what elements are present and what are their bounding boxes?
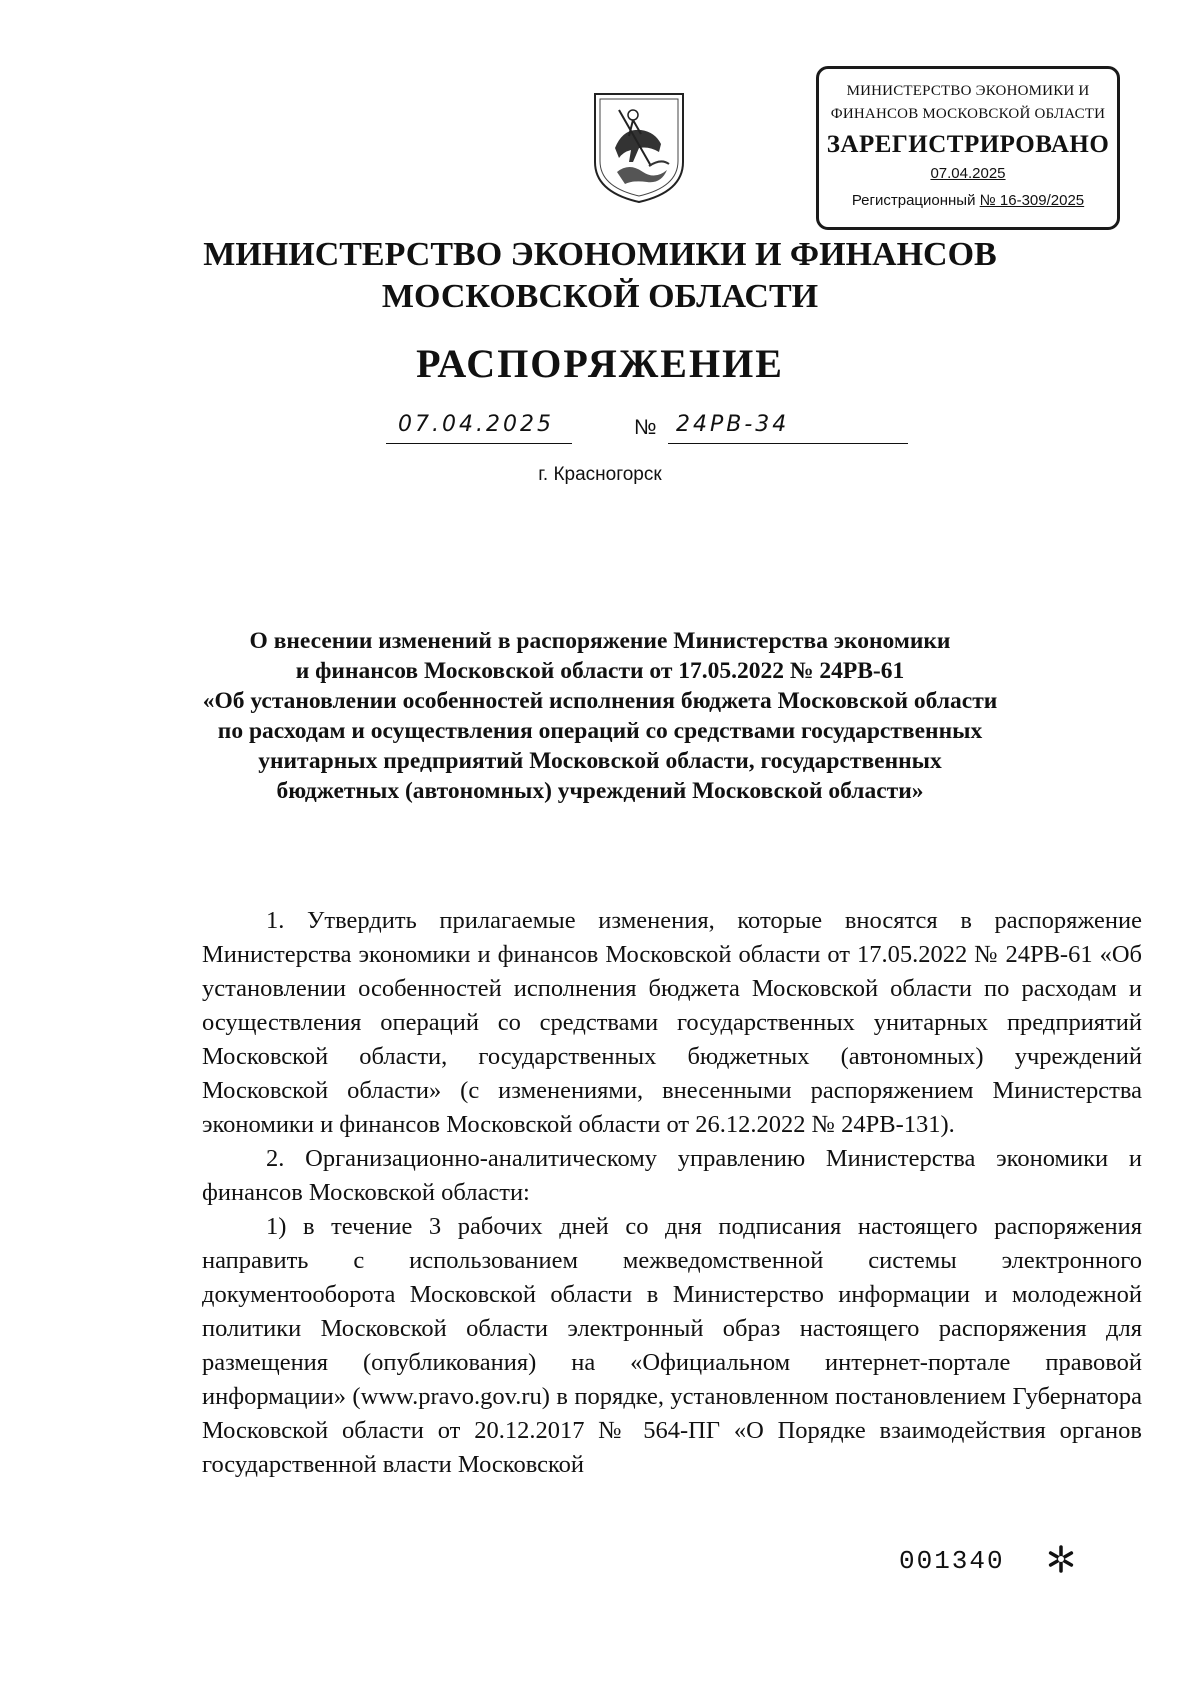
subject-line: и финансов Московской области от 17.05.2022 № 24РВ-61 [295, 658, 905, 684]
ministry-line1: МИНИСТЕРСТВО ЭКОНОМИКИ И ФИНАНСОВ [203, 236, 997, 273]
stamp-reg-value: № 16-309/2025 [979, 192, 1085, 209]
coat-of-arms-emblem [589, 88, 689, 206]
stamp-registration-number [819, 192, 1117, 209]
paragraph-2: 2. Организационно-аналитическому управлению Министерства экономики и финансов Московской области: [202, 1145, 1142, 1206]
subject-line: по расходам и осуществления операций со средствами государственных [217, 718, 983, 744]
number-sign: № [634, 416, 657, 439]
stamp-status: ЗАРЕГИСТРИРОВАНО [826, 131, 1110, 158]
subject-line: бюджетных (автономных) учреждений Московской области» [276, 778, 924, 804]
document-type-title: РАСПОРЯЖЕНИЕ [416, 341, 784, 386]
paragraph-1: 1. Утвердить прилагаемые изменения, которые вносятся в распоряжение Министерства экономики и финансов Московской области от 17.05.2022 № 24РВ-61 «Об установлении особенностей исполнения бюджета Московской области по расходам и осуществления операций со средствами государственных унитарных предприятий Московской области, государственных бюджетных (автономных) учреждений Московской области» (с изменениями, внесенными распоряжением Министерства экономики и финансов Московской области от 26.12.2022 № 24РВ-131). [202, 907, 1142, 1138]
document-subject [180, 626, 1020, 806]
document-number: 24РВ-34 [668, 412, 908, 444]
ministry-line2: МОСКОВСКОЙ ОБЛАСТИ [381, 278, 819, 315]
city: г. Красногорск [538, 464, 662, 485]
subject-line: унитарных предприятий Московской области, государственных [258, 748, 942, 774]
stamp-ministry-line1: МИНИСТЕРСТВО ЭКОНОМИКИ И [846, 83, 1090, 99]
document-body [202, 904, 1142, 1482]
stamp-reg-label: Регистрационный [851, 192, 976, 209]
subject-line: «Об установлении особенностей исполнения бюджета Московской области [202, 688, 998, 714]
subject-line: О внесении изменений в распоряжение Министерства экономики [249, 628, 951, 654]
asterisk-icon [1046, 1544, 1076, 1574]
stamp-date: 07.04.2025 [930, 165, 1006, 182]
ministry-heading [0, 234, 1200, 318]
date-number-line [0, 412, 1200, 446]
stamp-ministry-line2: ФИНАНСОВ МОСКОВСКОЙ ОБЛАСТИ [830, 106, 1106, 122]
registration-stamp [816, 66, 1120, 230]
paragraph-3: 1) в течение 3 рабочих дней со дня подписания настоящего распоряжения направить с использованием межведомственной системы электронного документооборота Московской области в Министерство информации и молодежной политики Московской области электронный образ настоящего распоряжения для размещения (опубликования) на «Официальном интернет-портале правовой информации» (www.pravo.gov.ru) в порядке, установленном постановлением Губернатора Московской области от 20.12.2017 № 564-ПГ «О Порядке взаимодействия органов государственной власти Московской [202, 1213, 1142, 1478]
form-serial-number: 001340 [899, 1546, 1005, 1576]
document-date: 07.04.2025 [386, 412, 572, 444]
